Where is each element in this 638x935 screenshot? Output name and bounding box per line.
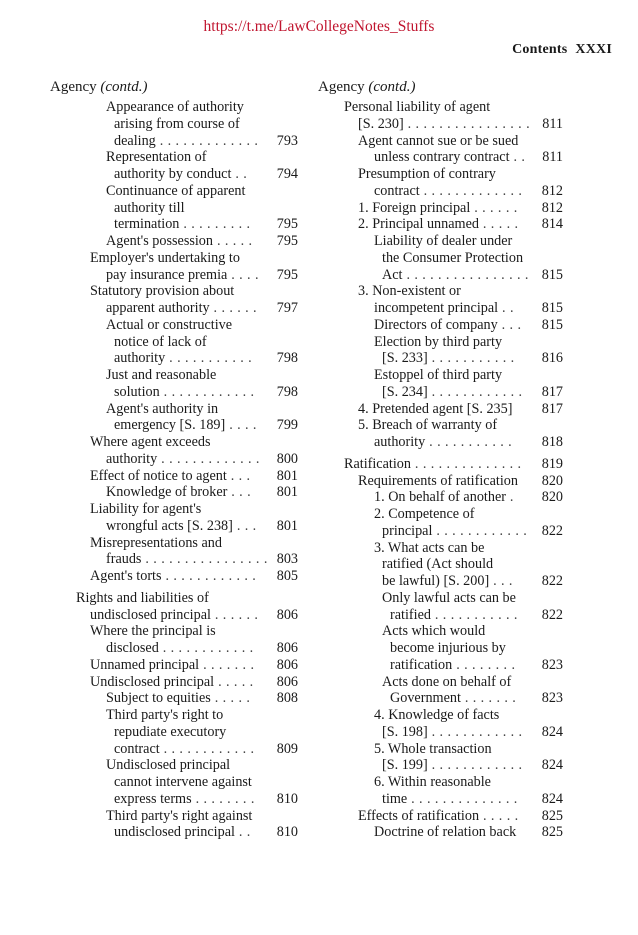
entry-text: Election by third party	[374, 333, 503, 350]
toc-entry	[50, 791, 298, 808]
entry-text: arising from course of	[114, 115, 240, 132]
entry-text: ratification	[390, 656, 453, 673]
entry-text: Agent's authority in	[106, 400, 219, 417]
toc-entry	[318, 556, 563, 573]
dot-leader: . . . .	[225, 417, 257, 434]
entry-text: authority	[374, 434, 426, 450]
page-ref: 817	[541, 383, 563, 400]
dot-leader: . .	[498, 300, 514, 316]
entry-text: repudiate executory	[114, 723, 227, 740]
toc-entry	[50, 501, 298, 518]
page-ref: 825	[541, 824, 563, 841]
toc-entry	[50, 434, 298, 451]
dot-leader: . . .	[489, 573, 513, 589]
entry-text: [S. 230]	[358, 115, 404, 132]
running-head-label: Contents	[512, 42, 568, 57]
entry-text: Just and reasonable	[106, 367, 217, 383]
entry-text: undisclosed principal	[90, 606, 211, 623]
page-ref: 810	[276, 790, 298, 807]
entry-text: Actual or constructive	[106, 316, 233, 333]
toc-entry	[318, 808, 563, 825]
toc-entry	[318, 623, 563, 640]
toc-entry	[50, 824, 298, 841]
toc-entry	[318, 367, 563, 384]
toc-entry	[50, 401, 298, 418]
toc-entry	[318, 607, 563, 624]
entry-text: become injurious by	[390, 640, 506, 656]
page-ref: 818	[541, 434, 563, 450]
dot-leader: . .	[231, 166, 248, 182]
toc-entry	[50, 484, 298, 501]
toc-entry	[50, 417, 298, 434]
toc-entry	[50, 367, 298, 384]
page-ref: 798	[276, 383, 298, 400]
toc-entry	[50, 216, 298, 233]
heading-note: (contd.)	[100, 79, 148, 95]
page-ref: 795	[276, 216, 298, 233]
toc-entry	[50, 657, 298, 674]
entry-text: 3. What acts can be	[374, 539, 485, 556]
page-ref: 819	[541, 455, 563, 472]
dot-leader: . . .	[497, 316, 522, 333]
toc-entry	[318, 657, 563, 674]
page-ref: 811	[542, 115, 563, 132]
dot-leader: . . . . . . . . . . . .	[159, 740, 255, 757]
toc-entry	[318, 183, 563, 200]
entry-text: express terms	[114, 790, 192, 807]
dot-leader: . .	[234, 824, 251, 841]
page-number: XXXI	[575, 42, 612, 57]
dot-leader: . . . . . . . . . . . .	[432, 522, 528, 539]
toc-entry	[50, 166, 298, 183]
entry-text: Misrepresentations and	[90, 534, 222, 551]
dot-leader: . . . . . . . . .	[179, 216, 251, 233]
toc-entry	[318, 707, 563, 724]
toc-entry	[318, 741, 563, 758]
toc-entry	[318, 250, 563, 267]
toc-entry	[50, 233, 298, 250]
page-ref: 809	[276, 740, 298, 757]
page-ref: 824	[541, 723, 563, 740]
page-ref: 824	[541, 757, 563, 774]
entry-text: Agent's torts	[90, 568, 162, 584]
toc-entry	[318, 267, 563, 284]
dot-leader: . . . . . . . . . . . . .	[419, 182, 523, 199]
dot-leader: . . . . . . . . . . . .	[427, 723, 523, 740]
dot-leader: . . . . . . . . . . . .	[161, 568, 257, 584]
page-ref: 798	[276, 350, 298, 367]
toc-entry	[318, 456, 563, 473]
entry-text: authority	[114, 350, 166, 367]
entry-text: Continuance of apparent	[106, 182, 246, 199]
dot-leader: . . . . . . . . . . . . .	[157, 450, 260, 467]
dot-leader: . . .	[227, 484, 252, 501]
entry-text: Knowledge of broker	[106, 484, 228, 501]
page-ref: 794	[276, 166, 298, 182]
toc-entry	[318, 401, 563, 418]
entry-text: Statutory provision about	[90, 283, 235, 300]
dot-leader: . . .	[226, 467, 251, 484]
entry-text: [S. 233]	[382, 350, 428, 367]
dot-leader: . . . . . . .	[460, 690, 517, 707]
toc-entry	[318, 216, 563, 233]
page-ref: 823	[541, 656, 563, 673]
toc-entry	[50, 590, 298, 607]
toc-entry	[50, 334, 298, 351]
entry-text: cannot intervene against	[114, 774, 252, 790]
entry-text: 4. Knowledge of facts	[374, 707, 500, 723]
entry-text: Presumption of contrary	[358, 166, 496, 182]
entry-text: Representation of	[106, 149, 207, 166]
page-ref: 822	[541, 573, 563, 589]
dot-leader: . . . . . . . . . . . . .	[155, 132, 259, 149]
toc-entry	[50, 724, 298, 741]
section-heading	[50, 78, 298, 97]
entry-text: apparent authority	[106, 300, 210, 316]
toc-entry	[50, 707, 298, 724]
toc-entry	[318, 540, 563, 557]
toc-entry	[318, 350, 563, 367]
page-ref: 825	[541, 807, 563, 824]
entry-text: Liability for agent's	[90, 501, 202, 517]
dot-leader: . . . . . . . . . . . .	[427, 757, 523, 774]
toc-entry	[50, 774, 298, 791]
entry-text: ratified	[390, 606, 431, 623]
heading-text: Agency	[318, 79, 365, 95]
entry-text: 5. Breach of warranty of	[358, 417, 498, 434]
entry-text: principal	[382, 522, 433, 539]
section-heading	[318, 78, 563, 97]
entry-text: Only lawful acts can be	[382, 589, 516, 606]
toc-entry	[50, 384, 298, 401]
page-ref: 817	[541, 400, 563, 417]
entry-text: Doctrine of relation back	[374, 824, 517, 841]
toc-entry	[50, 551, 298, 568]
dot-leader: . . . . . . . . . . .	[427, 350, 515, 367]
toc-entry	[318, 489, 563, 506]
toc-entry	[318, 317, 563, 334]
toc-entry	[50, 133, 298, 150]
entry-text: Act	[382, 266, 403, 283]
toc-entry	[318, 200, 563, 217]
entry-text: 4. Pretended agent [S. 235]	[358, 400, 513, 417]
dot-leader: . . . . . .	[209, 300, 257, 316]
entry-text: ratified (Act should	[382, 556, 494, 573]
entry-text: Ratification	[344, 455, 411, 472]
toc-entry	[318, 774, 563, 791]
page-ref: 815	[541, 266, 563, 283]
page-ref: 806	[276, 606, 298, 623]
toc-entry	[318, 300, 563, 317]
page-ref: 801	[276, 467, 298, 484]
entry-text: authority	[106, 450, 158, 467]
page-ref: 816	[541, 350, 563, 367]
entry-text: wrongful acts [S. 238]	[106, 517, 233, 534]
entry-text: dealing	[114, 132, 156, 149]
dot-leader: . . . . . . . . . . . .	[158, 640, 254, 656]
page-ref: 806	[276, 656, 298, 673]
dot-leader: . . . . .	[214, 673, 254, 690]
entry-text: 6. Within reasonable	[374, 774, 491, 790]
toc-entry	[50, 317, 298, 334]
heading-text: Agency	[50, 79, 97, 95]
entry-text: 2. Competence of	[374, 506, 475, 522]
toc-entry	[318, 690, 563, 707]
toc-entry	[50, 267, 298, 284]
entry-text: time	[382, 790, 408, 807]
entry-text: Third party's right against	[106, 807, 253, 824]
entry-text: Employer's undertaking to	[90, 249, 240, 266]
dot-leader: . . . . .	[478, 216, 519, 233]
toc-entry	[318, 724, 563, 741]
entry-text: Rights and liabilities of	[76, 589, 209, 606]
entry-text: Acts done on behalf of	[382, 673, 512, 690]
page-ref: 822	[541, 522, 563, 539]
toc-entry	[50, 200, 298, 217]
entry-text: authority till	[114, 199, 185, 216]
entry-text: contract	[374, 182, 420, 199]
dot-leader: . . . . . .	[470, 199, 518, 216]
dot-leader: . . . . .	[213, 233, 253, 249]
dot-leader: . .	[509, 149, 526, 166]
toc-entry	[50, 350, 298, 367]
toc-entry	[318, 824, 563, 841]
toc-entry	[318, 166, 563, 183]
page-ref: 824	[541, 790, 563, 807]
entry-text: unless contrary contract	[374, 149, 510, 166]
toc-entry	[50, 451, 298, 468]
entry-text: Where agent exceeds	[90, 434, 211, 450]
page-ref: 801	[276, 517, 298, 534]
toc-entry	[50, 183, 298, 200]
heading-note: (contd.)	[368, 79, 416, 95]
toc-entry	[318, 384, 563, 401]
toc-entry	[318, 434, 563, 451]
toc-entry	[50, 250, 298, 267]
entry-text: Liability of dealer under	[374, 233, 513, 249]
toc-entry	[318, 417, 563, 434]
left-column	[50, 78, 298, 841]
entry-text: Appearance of authority	[106, 99, 244, 115]
page-ref: 806	[276, 673, 298, 690]
dot-leader: . . . . . . .	[199, 656, 255, 673]
page-ref: 810	[276, 824, 298, 841]
toc-entry	[318, 757, 563, 774]
entry-text: Unnamed principal	[90, 656, 200, 673]
page-ref: 803	[276, 551, 298, 568]
dot-leader: . . . . . . . . . . . . . . . .	[403, 115, 531, 132]
entry-text: [S. 198]	[382, 723, 428, 740]
entry-text: Directors of company	[374, 316, 498, 333]
entry-text: the Consumer Protection	[382, 249, 524, 266]
toc-entry	[50, 518, 298, 535]
dot-leader: . . . . . . . .	[191, 790, 255, 807]
dot-leader: . . . . . . . . . . .	[165, 350, 253, 367]
toc-entry	[318, 334, 563, 351]
toc-entry	[318, 233, 563, 250]
toc-entry	[50, 568, 298, 585]
entry-text: Estoppel of third party	[374, 367, 503, 383]
entry-text: Subject to equities	[106, 690, 211, 707]
entry-text: Third party's right to	[106, 707, 224, 723]
toc-entry	[50, 690, 298, 707]
page-ref: 812	[541, 182, 563, 199]
toc-entry	[50, 283, 298, 300]
dot-leader: . . . . . . . . . . . . . . . .	[402, 266, 529, 283]
dot-leader: . . . . . . . . . . . .	[427, 383, 523, 400]
page-ref: 820	[541, 489, 563, 506]
entry-text: [S. 234]	[382, 383, 428, 400]
entry-text: Requirements of ratification	[358, 472, 518, 489]
entry-text: 3. Non-existent or	[358, 283, 461, 300]
page-ref: 820	[541, 472, 563, 489]
toc-entry	[50, 623, 298, 640]
entry-text: disclosed	[106, 640, 159, 656]
dot-leader: . . . . . . . .	[452, 656, 516, 673]
entry-text: Agent's possession	[106, 233, 213, 249]
entry-text: Acts which would	[382, 623, 486, 640]
page-ref: 797	[276, 300, 298, 316]
entry-text: incompetent principal	[374, 300, 499, 316]
page-ref: 795	[276, 266, 298, 283]
entry-text: 5. Whole transaction	[374, 740, 492, 757]
toc-entry	[50, 674, 298, 691]
toc-entry	[318, 506, 563, 523]
entry-text: pay insurance premia	[106, 266, 228, 283]
toc-entry	[50, 640, 298, 657]
dot-leader: . . . . . .	[210, 606, 259, 623]
toc-entry	[318, 590, 563, 607]
page-ref: 822	[541, 606, 563, 623]
toc-entry	[318, 473, 563, 490]
toc-entries	[50, 99, 298, 841]
entry-text: termination	[114, 216, 180, 233]
entry-text: Personal liability of agent	[344, 99, 491, 115]
dot-leader: . . . . . . . . . . . . . .	[410, 455, 522, 472]
toc-entry	[318, 99, 563, 116]
entry-text: solution	[114, 383, 160, 400]
entry-text: [S. 199]	[382, 757, 428, 774]
toc-entry	[50, 149, 298, 166]
dot-leader: . . . . .	[210, 690, 251, 707]
dot-leader: . . . . . . . . . . . . . .	[407, 790, 518, 807]
page-ref: 815	[541, 316, 563, 333]
page-ref: 823	[541, 690, 563, 707]
entry-text: notice of lack of	[114, 333, 207, 350]
page-ref: 805	[276, 568, 298, 584]
entry-text: Effect of notice to agent	[90, 467, 227, 484]
running-head	[512, 42, 612, 58]
toc-entry	[318, 116, 563, 133]
page-ref: 800	[276, 450, 298, 467]
page-ref: 799	[276, 417, 298, 434]
dot-leader: . . . . . . . . . . .	[425, 434, 513, 450]
toc-entry	[318, 674, 563, 691]
entry-text: authority by conduct	[114, 166, 232, 182]
toc-entry	[318, 791, 563, 808]
entry-text: Agent cannot sue or be sued	[358, 132, 519, 149]
toc-entry	[318, 283, 563, 300]
toc-entries	[318, 99, 563, 841]
page-ref: 815	[541, 300, 563, 316]
toc-entry	[50, 99, 298, 116]
page-ref: 806	[276, 640, 298, 656]
page-ref: 811	[542, 149, 563, 166]
toc-entry	[50, 116, 298, 133]
toc-entry	[50, 757, 298, 774]
toc-entry	[50, 300, 298, 317]
channel-url[interactable]: https://t.me/LawCollegeNotes_Stuffs	[203, 18, 435, 35]
dot-leader: . . . . . . . . . . . . . . . .	[141, 551, 268, 568]
toc-entry	[50, 741, 298, 758]
toc-entry	[50, 468, 298, 485]
dot-leader: . . . . . . . . . . . .	[159, 383, 255, 400]
right-column	[318, 78, 563, 841]
toc-entry	[318, 573, 563, 590]
entry-text: 2. Principal unnamed	[358, 216, 479, 233]
dot-leader: . . . .	[227, 266, 259, 283]
toc-entry	[50, 607, 298, 624]
entry-text: Undisclosed principal	[90, 673, 215, 690]
entry-text: Where the principal is	[90, 623, 216, 640]
toc-entry	[50, 808, 298, 825]
toc-entry	[50, 535, 298, 552]
dot-leader: . . . . .	[479, 807, 519, 824]
entry-text: 1. Foreign principal	[358, 199, 471, 216]
page-ref: 793	[276, 132, 298, 149]
entry-text: undisclosed principal	[114, 824, 235, 841]
toc-entry	[318, 133, 563, 150]
toc-entry	[318, 149, 563, 166]
page-ref: 808	[276, 690, 298, 707]
dot-leader: .	[505, 489, 514, 506]
page-ref: 801	[276, 484, 298, 501]
entry-text: 1. On behalf of another	[374, 489, 506, 506]
entry-text: Effects of ratification	[358, 807, 480, 824]
dot-leader: . . . . . . . . . . .	[430, 606, 518, 623]
entry-text: Government	[390, 690, 461, 707]
toc-entry	[318, 640, 563, 657]
entry-text: emergency [S. 189]	[114, 417, 226, 434]
entry-text: frauds	[106, 551, 142, 568]
dot-leader: . . .	[232, 517, 257, 534]
page-ref: 795	[276, 233, 298, 249]
page-ref: 812	[541, 199, 563, 216]
entry-text: Undisclosed principal	[106, 757, 231, 774]
toc-entry	[318, 523, 563, 540]
entry-text: be lawful) [S. 200]	[382, 573, 490, 589]
page-ref: 814	[541, 216, 563, 233]
entry-text: contract	[114, 740, 160, 757]
